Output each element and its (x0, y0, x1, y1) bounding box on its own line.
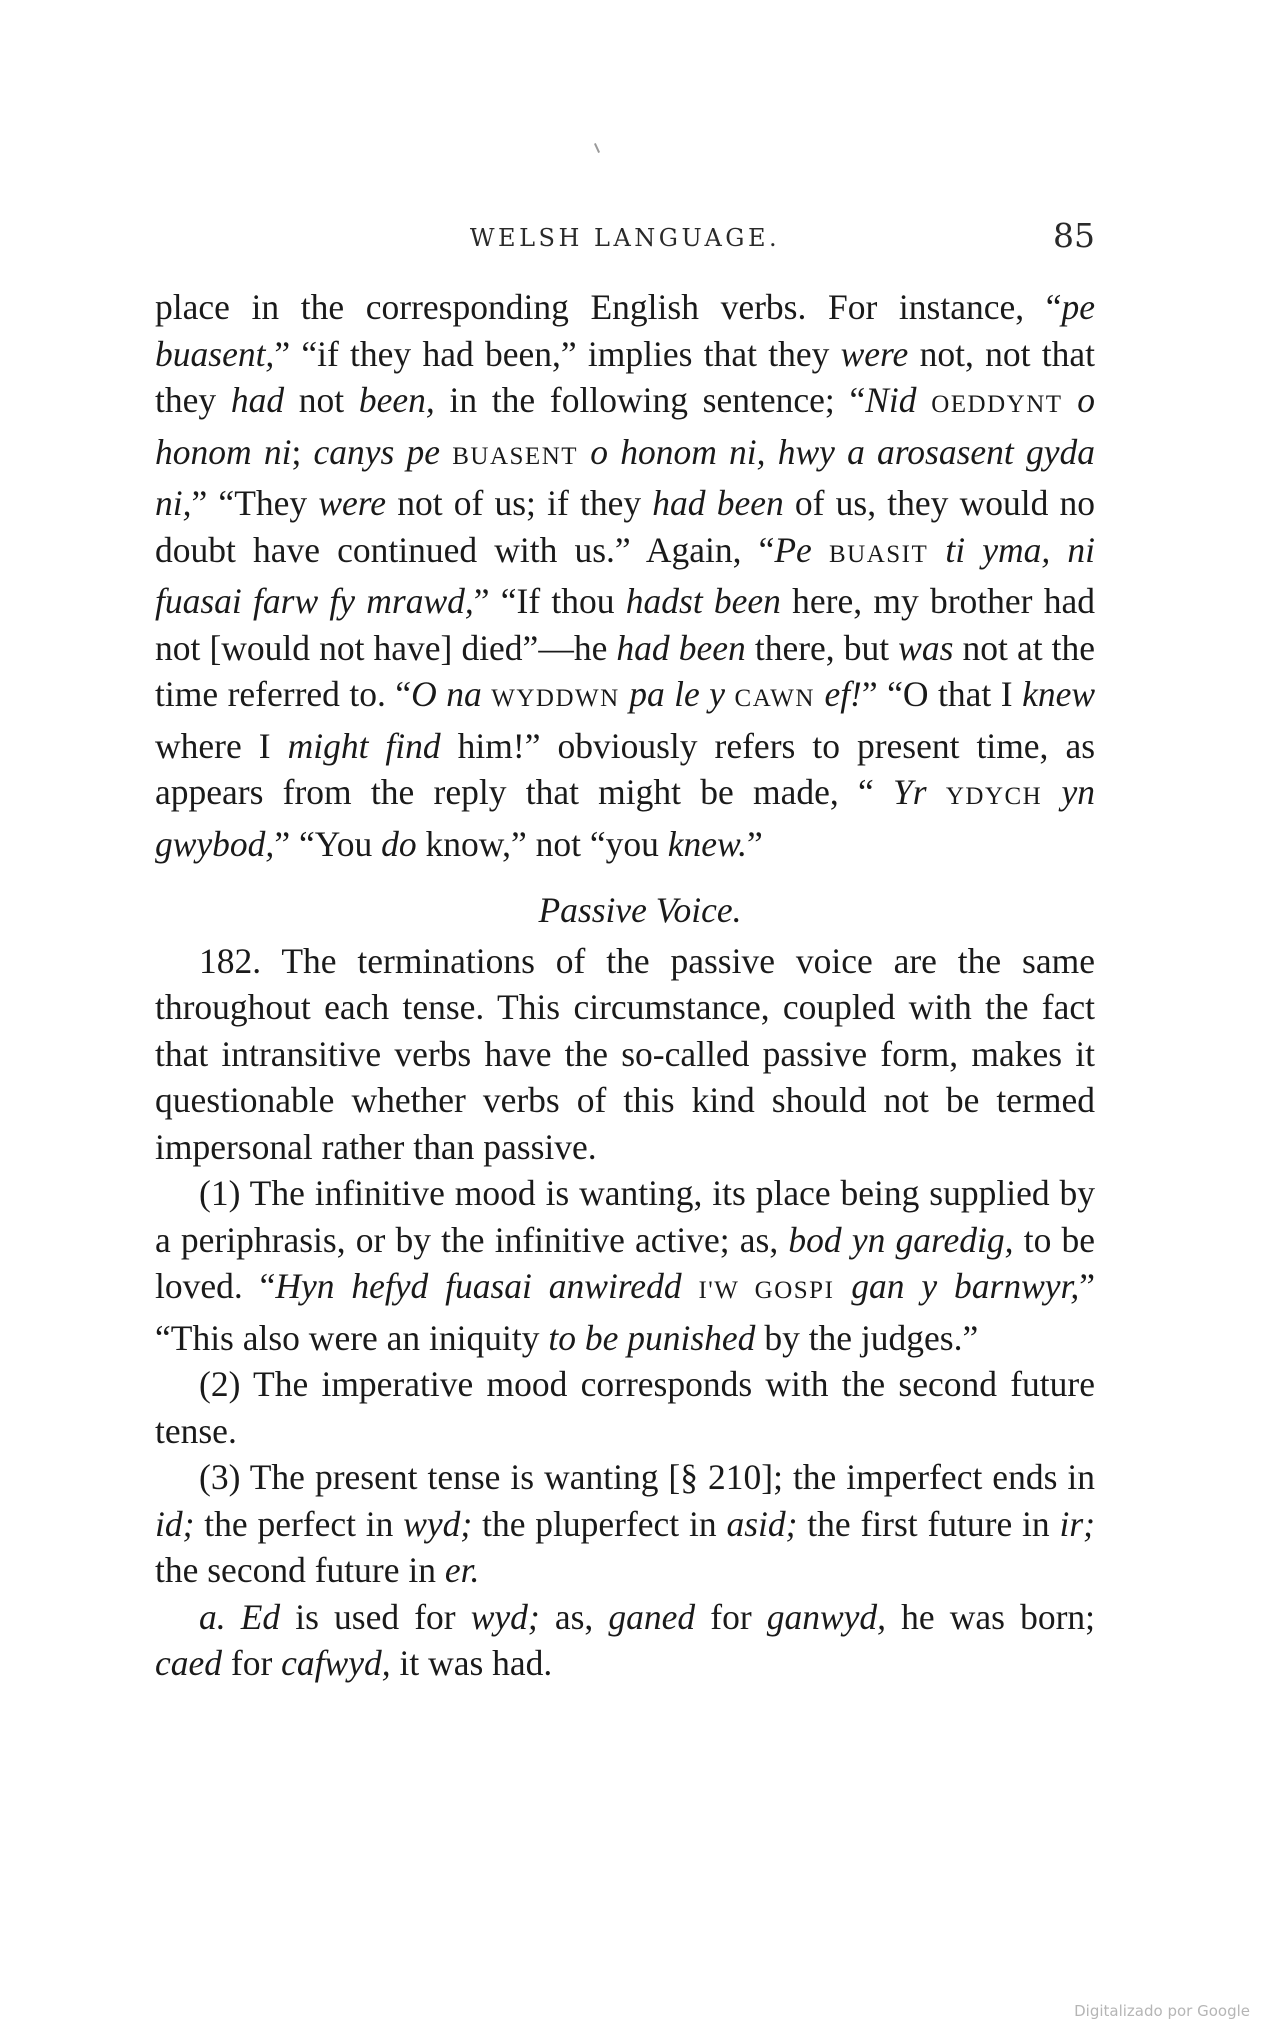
text-run: ” “They (191, 483, 319, 523)
text-run: not at the time referred to. “ (155, 627, 1096, 714)
text-run: ” “You (274, 823, 382, 864)
text-run: the first future in (797, 1503, 1060, 1544)
text-run: ” “If thou (473, 581, 626, 621)
text-run: there, but (745, 627, 899, 668)
running-title: WELSH LANGUAGE. (469, 224, 781, 252)
emphasis: been, (358, 380, 435, 420)
paragraph-182: 182. The terminations of the passive voice are the same throughout each tense. This circumstance, coupled with the fact that intransitive verbs have the so-called passive form, makes it questionable whether verbs of this kind should not be termed impersonal rather than passive. (155, 940, 1095, 1167)
welsh-phrase: Yr (893, 772, 927, 812)
small-caps-word: BUASENT (452, 442, 579, 470)
section-heading: Passive Voice. (538, 890, 742, 930)
welsh-phrase: Pe (774, 529, 812, 570)
text-run: not (284, 380, 359, 420)
suffix: a. Ed (199, 1596, 281, 1637)
text-run: him!” obviously refers to present time, as appears from the reply that might be made, “ (155, 725, 1096, 812)
emphasis: knew. (667, 823, 747, 864)
emphasis: were (840, 333, 909, 374)
page-number: 85 (1053, 216, 1095, 255)
welsh-word: caed (155, 1643, 223, 1683)
text-run: place in the corresponding English verbs. For instance, “ (155, 287, 1062, 327)
text-run: of us, they would no doubt have continued with us.” Again, “ (155, 483, 1095, 570)
text-run: know,” not “you (416, 823, 668, 864)
small-caps-word: I'W GOSPI (698, 1277, 835, 1304)
text-run: the pluperfect in (472, 1503, 727, 1544)
small-caps-word: WYDDWN (491, 685, 620, 712)
welsh-phrase: bod yn garedig, (788, 1219, 1014, 1260)
text-run: as, (539, 1596, 609, 1637)
emphasis: might find (287, 725, 441, 766)
emphasis: hadst been (625, 581, 781, 621)
text-run: ” “O that I (861, 674, 1023, 714)
text-run: where I (155, 725, 288, 766)
text-run: (1) The infinitive mood is wanting, its place being supplied by a periphrasis, or by the infinitive active; as, (155, 1173, 1095, 1260)
welsh-phrase: ef! (824, 674, 862, 714)
paragraph-continuation (155, 284, 1095, 867)
page-header (155, 216, 1095, 256)
suffix: asid; (726, 1503, 798, 1544)
welsh-phrase: ti yma, ni fuasai farw fy mrawd, (155, 529, 1096, 621)
welsh-phrase: Hyn hefyd fuasai anwiredd (275, 1266, 682, 1306)
small-caps-word: YDYCH (945, 783, 1043, 810)
paragraph-item-3 (155, 1454, 1095, 1594)
welsh-word: ganed (608, 1596, 696, 1637)
print-speck (594, 143, 600, 153)
suffix: wyd; (403, 1503, 473, 1544)
suffix: wyd; (470, 1596, 540, 1637)
text-run: (3) The present tense is wanting [§ 210]; the imperfect ends in (199, 1457, 1095, 1497)
text-run: the second future in (155, 1550, 445, 1590)
text-run: is used for (280, 1596, 471, 1637)
emphasis: do (381, 823, 417, 864)
small-caps-word: CAWN (734, 685, 815, 712)
suffix: ir; (1059, 1503, 1095, 1544)
digitization-watermark: Digitalizado por Google (1074, 2002, 1250, 2020)
paragraph-item-1 (155, 1170, 1095, 1361)
text-run: for (222, 1643, 282, 1683)
text-run: in the following sentence; “ (434, 380, 866, 420)
small-caps-word: OEDDYNT (931, 391, 1063, 418)
welsh-phrase: pe buasent, (155, 287, 1095, 374)
small-caps-word: BUASIT (828, 540, 929, 568)
welsh-phrase: pa le y (629, 674, 726, 714)
welsh-phrase: yn gwybod, (155, 772, 1096, 864)
welsh-phrase: o honom ni (155, 380, 1096, 472)
text-run: not, not that they (155, 333, 1095, 420)
emphasis: had been (616, 627, 746, 668)
text-run: not of us; if they (386, 483, 653, 523)
text-run: to be loved. “ (155, 1219, 1095, 1306)
welsh-phrase: Nid (865, 380, 917, 420)
paragraph-item-a (155, 1594, 1095, 1687)
emphasis: was (898, 627, 954, 668)
body-text (155, 284, 1095, 1687)
text-run: ” (746, 823, 763, 864)
welsh-phrase: gan y barnwyr, (851, 1266, 1080, 1306)
emphasis: had (230, 380, 285, 420)
text-run: by the judges.” (755, 1317, 979, 1358)
spacer (155, 867, 1095, 887)
suffix: id; (155, 1503, 195, 1544)
text-run: it was had. (390, 1643, 553, 1683)
emphasis: had been (652, 483, 784, 523)
text-run: the perfect in (194, 1503, 404, 1544)
welsh-word: ganwyd, (766, 1596, 887, 1637)
text-run: for (695, 1596, 767, 1637)
welsh-phrase: O na (411, 674, 482, 714)
suffix: er. (444, 1550, 480, 1590)
emphasis: were (318, 483, 387, 523)
emphasis: knew (1022, 674, 1096, 714)
text-run: he was born; (886, 1596, 1096, 1637)
text-run: ; (291, 431, 314, 472)
text-run: here, my brother had not [would not have] died”—he (155, 581, 1095, 668)
welsh-phrase: canys pe (313, 431, 441, 472)
text-run: ” “This also were an iniquity (155, 1266, 1096, 1358)
welsh-phrase: o honom ni, hwy a arosasent gyda ni, (155, 431, 1095, 523)
emphasis: to be punished (548, 1317, 756, 1358)
text-run: ” “if they had been,” implies that they (274, 333, 841, 374)
paragraph-item-2: (2) The imperative mood corresponds with the second future tense. (155, 1364, 1095, 1451)
welsh-word: cafwyd, (281, 1643, 391, 1683)
